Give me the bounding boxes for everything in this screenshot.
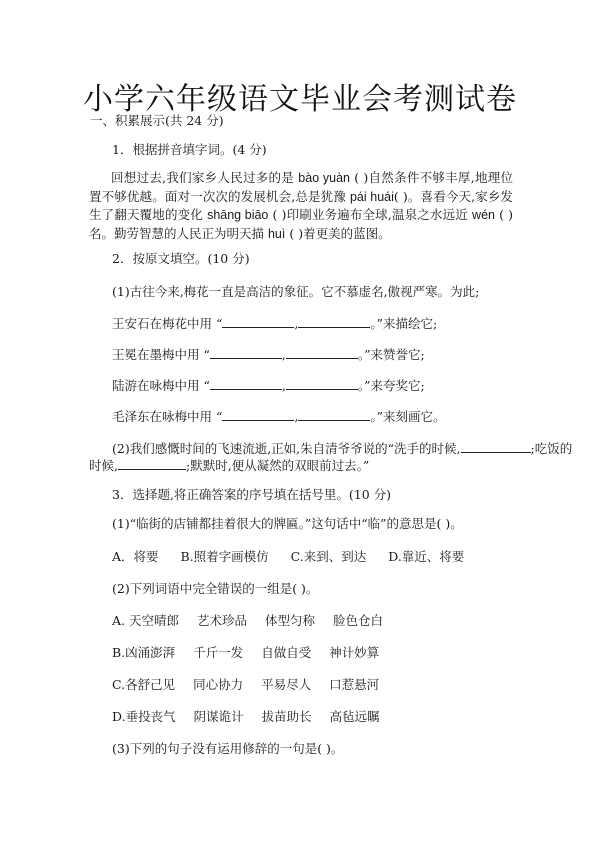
answer-blank[interactable] (210, 377, 282, 390)
answer-blank[interactable] (222, 315, 294, 328)
pinyin-prompt: pái huái (349, 189, 394, 204)
exam-title: 小学六年级语文毕业会考测试卷 (83, 82, 517, 117)
option-label: B. (112, 645, 126, 660)
fill-line-mao-zedong: 毛泽东在咏梅中用 “ , 。”来刻画它。 (112, 409, 446, 424)
answer-blank[interactable] (222, 408, 294, 421)
paragraph-text: ( )印刷业务遍布全球,温泉之水远近 (268, 207, 473, 222)
sub2-prefix: (2)我们感慨时间的飞速流逝,正如,朱自清爷爷说的“洗手的时候, (112, 441, 461, 456)
question-3-sub2-option-d[interactable] (112, 708, 398, 725)
pinyin-prompt: bào yuàn (298, 171, 351, 185)
word: 平易尽人 (261, 677, 312, 692)
paragraph-text: ( )名。勤劳智慧的人民正为明天描 (89, 207, 513, 241)
question-3-sub2-option-b[interactable] (112, 644, 397, 661)
fill-line-suffix: 。”来夸奖它; (357, 378, 425, 393)
question-2-sub2-line2 (89, 457, 369, 474)
question-3-sub3: (3)下列的句子没有运用修辞的一句是( )。 (112, 741, 344, 756)
question-1-paragraph (89, 169, 513, 243)
paragraph-text: ( )。喜看今天,家乡发生了翻天覆地的变化 (89, 188, 514, 222)
option-c[interactable]: C.来到、到达 (290, 549, 367, 564)
sub2-suffix: ;默默时,便从凝然的双眼前过去。” (185, 458, 370, 473)
word: 天空晴郎 (129, 613, 180, 628)
option-label: C. (112, 677, 126, 692)
question-2-sub2-line1 (112, 440, 572, 457)
paragraph-text: 回想过去,我们家乡人民过多的是 (111, 170, 299, 185)
answer-blank[interactable] (210, 346, 282, 359)
question-3-label: 3．选择题,将正确答案的序号填在括号里。(10 分) (112, 487, 392, 502)
sub2-prefix: 时候, (89, 458, 118, 473)
word: 千斤一发 (193, 645, 244, 660)
option-d[interactable]: D.靠近、将要 (388, 549, 465, 564)
word: 神计妙算 (329, 645, 380, 660)
section-heading: 一、积累展示(共 24 分) (90, 113, 224, 128)
question-3-sub2: (2)下列词语中完全错误的一组是( )。 (112, 581, 319, 596)
paragraph-text: ( )着更美的蓝图。 (285, 225, 391, 241)
paragraph-text: ( )自然条件不够丰厚,地理位置不够优越。面对一次次的发展机会,总是犹豫 (89, 170, 513, 204)
fill-line-prefix: 陆游在咏梅中用 “ (112, 378, 210, 393)
question-3-sub1-options (112, 548, 482, 565)
fill-line-suffix: 。”来描绘它; (370, 316, 438, 331)
word: 垂投丧气 (125, 709, 176, 724)
answer-blank[interactable] (298, 408, 370, 421)
pinyin-prompt: wén (472, 208, 495, 222)
word: 凶涌澎湃 (125, 645, 176, 660)
option-b[interactable]: B.照着字画模仿 (180, 549, 269, 564)
sub2-suffix: ;吃饭的 (530, 441, 573, 456)
fill-line-prefix: 王冕在墨梅中用 “ (112, 347, 210, 362)
word: 拔苗助长 (261, 709, 312, 724)
question-3-sub2-option-a[interactable] (112, 612, 401, 629)
word: 口惹悬河 (329, 677, 380, 692)
answer-blank[interactable] (286, 346, 358, 359)
word: 体型匀称 (265, 613, 316, 628)
word: 自做自受 (261, 645, 312, 660)
word: 同心协力 (193, 677, 244, 692)
word: 各舒己见 (125, 677, 176, 692)
fill-line-suffix: 。”来刻画它。 (370, 409, 446, 424)
question-1-label: 1．根据拼音填字词。(4 分) (112, 142, 267, 157)
word: 脸色仓白 (333, 613, 384, 628)
answer-blank[interactable] (461, 440, 531, 453)
option-a[interactable]: A．将要 (112, 549, 159, 564)
fill-line-prefix: 王安石在梅花中用 “ (112, 316, 223, 331)
pinyin-prompt: huì (267, 226, 286, 241)
word: 艺术珍品 (197, 613, 248, 628)
word: 阴谋诡计 (193, 709, 244, 724)
option-label: A. (112, 613, 126, 628)
fill-line-lu-you: 陆游在咏梅中用 “ , 。”来夸奖它; (112, 378, 425, 393)
option-label: D. (112, 709, 126, 724)
pinyin-prompt: shāng biāo (207, 208, 269, 222)
fill-line-wang-anshi: 王安石在梅花中用 “ , 。”来描绘它; (112, 316, 438, 331)
question-2-sub1-intro: (1)古往今来,梅花一直是高洁的象征。它不慕虚名,傲视严寒。为此; (112, 284, 480, 299)
fill-line-suffix: 。”来赞誉它; (357, 347, 425, 362)
fill-line-wang-mian: 王冕在墨梅中用 “ , 。”来赞誉它; (112, 347, 425, 362)
answer-blank[interactable] (286, 377, 358, 390)
question-3-sub1: (1)“临街的店铺都挂着很大的牌匾。”这句话中“临”的意思是( )。 (112, 516, 463, 531)
answer-blank[interactable] (298, 315, 370, 328)
question-3-sub2-option-c[interactable] (112, 676, 397, 693)
fill-line-prefix: 毛泽东在咏梅中用 “ (112, 409, 223, 424)
word: 高毡远瞩 (329, 709, 380, 724)
question-2-label: 2．按原文填空。(10 分) (112, 251, 250, 266)
answer-blank[interactable] (118, 457, 186, 470)
